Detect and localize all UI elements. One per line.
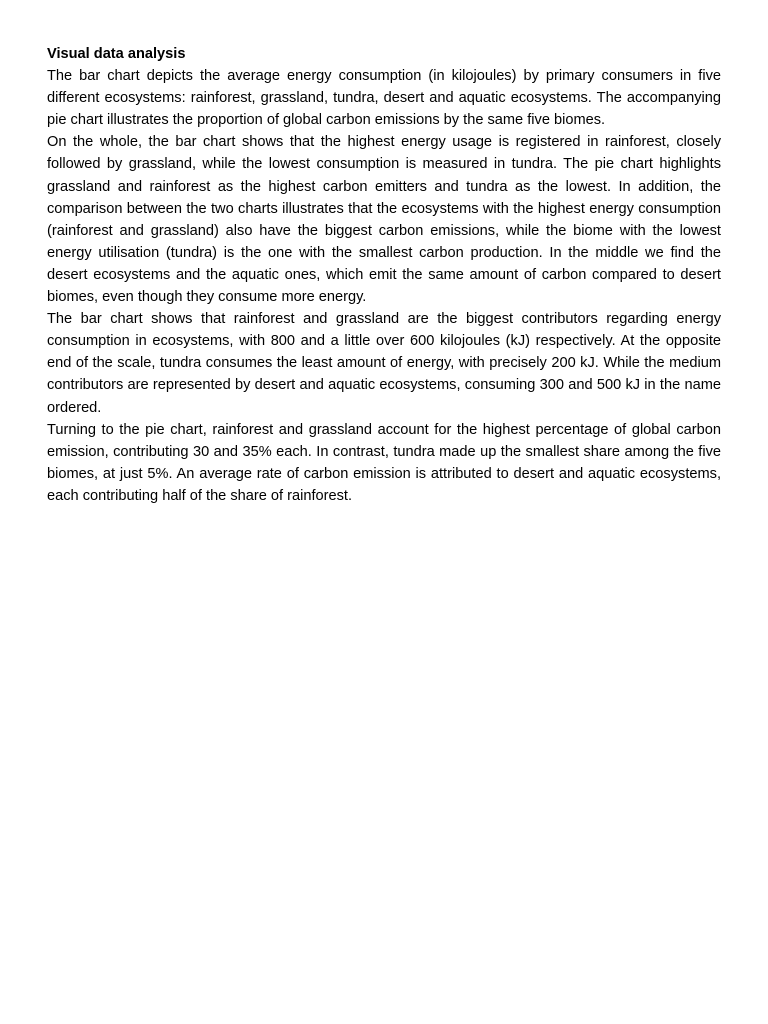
paragraph-pie-chart: Turning to the pie chart, rainforest and grassland account for the highest percentage of global carbon emission, contributing 30 and 35% each. In contrast, tundra made up the smallest share among the five biomes, at just 5%. An average rate of carbon emission is attributed to desert and aquatic ecosystems, each contributing half of the share of rainforest. [47, 421, 721, 504]
document-page [47, 43, 721, 507]
paragraph-intro: The bar chart depicts the average energy consumption (in kilojoules) by primary consumers in five different ecosystems: rainforest, grassland, tundra, desert and aquatic ecosystems. The accompanying pie chart illustrates the proportion of global carbon emissions by the same five biomes. [47, 68, 721, 129]
document-heading: Visual data analysis [47, 46, 186, 62]
paragraph-bar-chart: The bar chart shows that rainforest and grassland are the biggest contributors regarding energy consumption in ecosystems, with 800 and a little over 600 kilojoules (kJ) respectively. At the opposite end of the scale, tundra consumes the least amount of energy, with precisely 200 kJ. While the medium contributors are represented by desert and aquatic ecosystems, consuming 300 and 500 kJ in the name ordered. [47, 311, 721, 416]
paragraph-overview: On the whole, the bar chart shows that the highest energy usage is registered in rainforest, closely followed by grassland, while the lowest consumption is measured in tundra. The pie chart highlights grassland and rainforest as the highest carbon emitters and tundra as the lowest. In addition, the comparison between the two charts illustrates that the ecosystems with the highest energy consumption (rainforest and grassland) also have the biggest carbon emissions, while the biome with the lowest energy utilisation (tundra) is the one with the smallest carbon production. In the middle we find the desert ecosystems and the aquatic ones, which emit the same amount of carbon compared to desert biomes, even though they consume more energy. [47, 134, 721, 306]
